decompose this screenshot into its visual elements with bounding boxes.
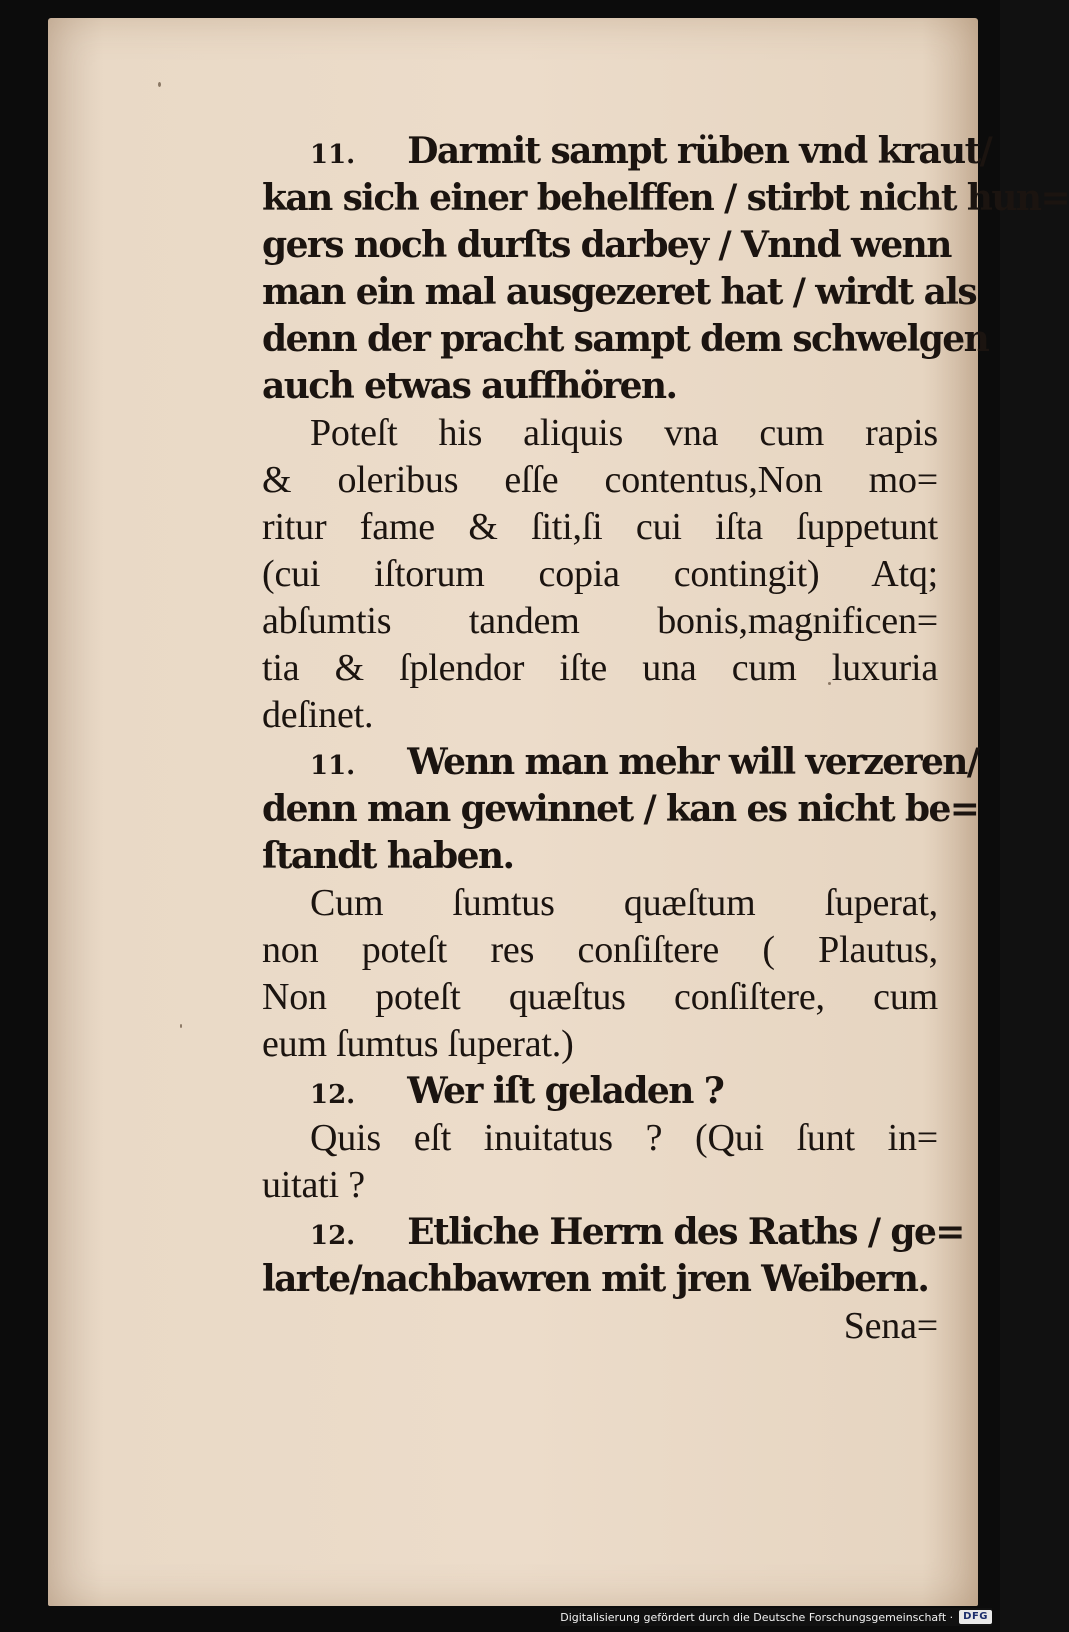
line-text: denn der pracht sampt dem schwelgen — [262, 318, 989, 360]
german-text-line — [262, 1209, 964, 1256]
line-text: auch etwas auffhören. — [262, 365, 677, 407]
german-text-line — [262, 833, 938, 880]
german-text-line — [262, 316, 989, 363]
latin-text-line — [262, 410, 938, 457]
digitization-footer — [560, 1608, 992, 1626]
german-text-line — [262, 269, 977, 316]
line-text: deſinet. — [262, 694, 374, 736]
latin-text-line — [262, 1162, 938, 1209]
line-text: larte/nachbawren mit jren Weibern. — [262, 1258, 929, 1300]
latin-text-line — [262, 457, 938, 504]
entry-number: 11. — [310, 751, 356, 781]
german-text-line — [262, 175, 1069, 222]
german-text-line — [262, 222, 951, 269]
paper-speck — [158, 82, 161, 87]
line-text: kan sich einer behelffen / stirbt nicht hun= — [262, 177, 1069, 219]
line-text: (cui iſtorum copia contingit) Atq; — [262, 553, 938, 595]
line-text: denn man gewinnet / kan es nicht be= — [262, 788, 979, 830]
latin-text-line — [262, 692, 938, 739]
german-text-line — [262, 786, 979, 833]
line-text: Wenn man mehr will verzeren/ — [407, 741, 979, 783]
line-text: tia & ſplendor iſte una cum luxuria — [262, 647, 938, 689]
line-text: man ein mal ausgezeret hat / wirdt als — [262, 271, 977, 313]
line-text: & oleribus eſſe contentus,Non mo= — [262, 459, 938, 501]
line-text: Cum ſumtus quæſtum ſuperat, — [310, 882, 938, 924]
german-text-line — [262, 128, 992, 175]
line-text: Sena= — [843, 1305, 938, 1347]
line-text: Poteſt his aliquis vna cum rapis — [310, 412, 938, 454]
latin-text-line — [262, 598, 938, 645]
latin-text-line — [262, 974, 938, 1021]
latin-text-line — [262, 880, 938, 927]
paper-speck — [180, 1024, 182, 1028]
entry-number: 12. — [310, 1080, 356, 1110]
latin-text-line — [262, 1021, 938, 1068]
page-text — [262, 128, 1069, 1350]
dfg-logo: DFG — [959, 1610, 992, 1624]
german-text-line — [262, 363, 938, 410]
latin-text-line — [262, 927, 938, 974]
line-text: eum ſumtus ſuperat.) — [262, 1023, 574, 1065]
german-text-line — [262, 1256, 938, 1303]
line-text: Quis eſt inuitatus ? (Qui ſunt in= — [310, 1117, 938, 1159]
latin-text-line — [262, 504, 938, 551]
latin-text-line — [262, 645, 938, 692]
german-text-line — [262, 739, 979, 786]
line-text: ritur fame & ſiti,ſi cui iſta ſuppetunt — [262, 506, 938, 548]
line-text: abſumtis tandem bonis,magnificen= — [262, 600, 938, 642]
german-text-line — [262, 1068, 938, 1115]
latin-text-line — [262, 551, 938, 598]
line-text: ſtandt haben. — [262, 835, 514, 877]
line-text: uitati ? — [262, 1164, 365, 1206]
latin-text-line — [262, 1115, 938, 1162]
entry-number: 11. — [310, 140, 356, 170]
line-text: non poteſt res conſiſtere ( Plautus, — [262, 929, 938, 971]
line-text: Etliche Herrn des Raths / ge= — [407, 1211, 964, 1253]
line-text: Darmit sampt rüben vnd kraut/ — [407, 130, 992, 172]
line-text: Non poteſt quæſtus conſiſtere, cum — [262, 976, 938, 1018]
line-text: Wer iſt geladen ? — [407, 1070, 724, 1112]
latin-text-line — [262, 1303, 938, 1350]
entry-number: 12. — [310, 1221, 356, 1251]
funding-credit: Digitalisierung gefördert durch die Deutsche Forschungsgemeinschaft · — [560, 1610, 954, 1624]
line-text: gers noch durſts darbey / Vnnd wenn — [262, 224, 951, 266]
